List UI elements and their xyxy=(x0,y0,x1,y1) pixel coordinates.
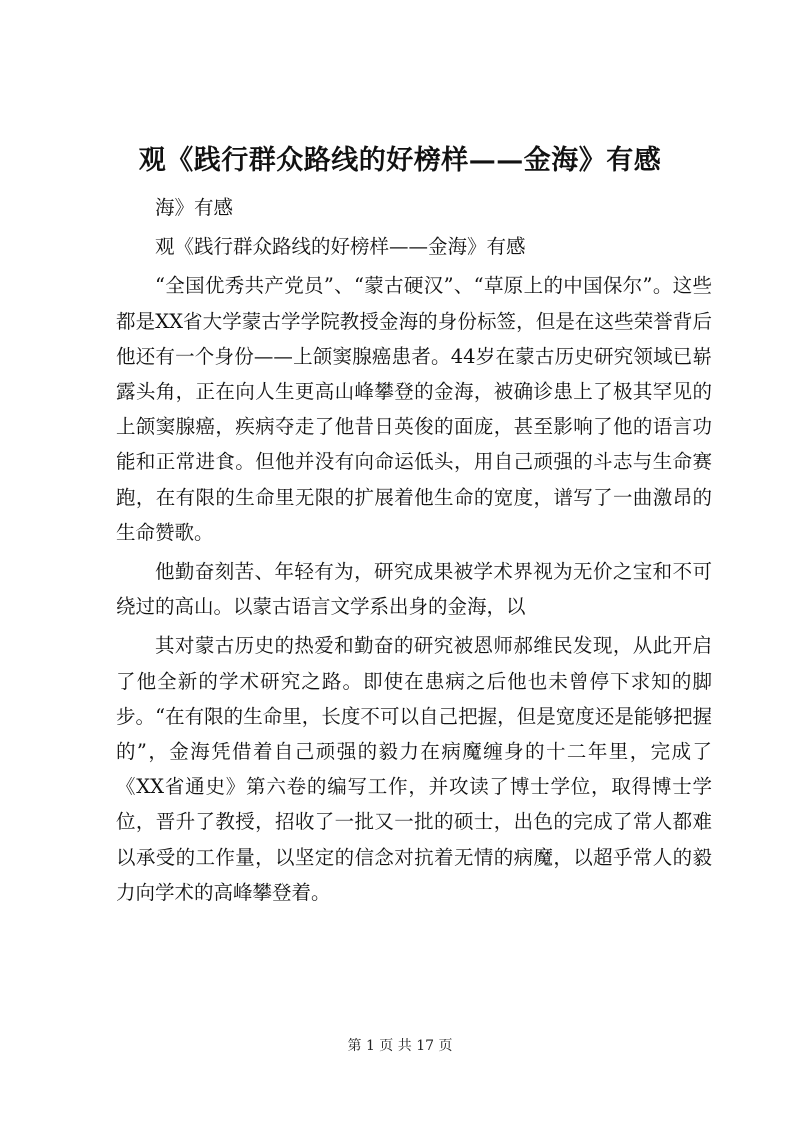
page-number: 第 1 页 共 17 页 xyxy=(347,1038,453,1054)
document-body xyxy=(116,190,712,910)
paragraph-intro: “全国优秀共产党员”、“蒙古硬汉”、“草原上的中国保尔”。这些都是XX省大学蒙古学学院教授金海的身份标签，但是在这些荣誉背后他还有一个身份——上颌窦腺癌患者。44岁在蒙古历史研究领域已崭露头角，正在向人生更高山峰攀登的金海，被确诊患上了极其罕见的上颌窦腺癌，疾病夺走了他昔日英俊的面庞，甚至影响了他的语言功能和正常进食。但他并没有向命运低头，用自己顽强的斗志与生命赛跑，在有限的生命里无限的扩展着他生命的宽度，谱写了一曲激昂的生命赞歌。 xyxy=(116,274,712,544)
paragraph-perseverance: 其对蒙古历史的热爱和勤奋的研究被恩师郝维民发现，从此开启了他全新的学术研究之路。即使在患病之后他也未曾停下求知的脚步。“在有限的生命里，长度不可以自己把握，但是宽度还是能够把握的”，金海凭借着自己顽强的毅力在病魔缠身的十二年里，完成了《XX省通史》第六卷的编写工作，并攻读了博士学位，取得博士学位，晋升了教授，招收了一批又一批的硕士，出色的完成了常人都难以承受的工作量，以坚定的信念对抗着无情的病魔，以超乎常人的毅力向学术的高峰攀登着。 xyxy=(116,634,712,904)
paragraph-research: 他勤奋刻苦、年轻有为，研究成果被学术界视为无价之宝和不可绕过的高山。以蒙古语言文学系出身的金海，以 xyxy=(116,560,712,619)
paragraph-title-fragment: 海》有感 xyxy=(155,196,234,219)
document-title: 观《践行群众路线的好榜样——金海》有感 xyxy=(138,145,662,176)
paragraph-subtitle: 观《践行群众路线的好榜样——金海》有感 xyxy=(155,235,526,259)
